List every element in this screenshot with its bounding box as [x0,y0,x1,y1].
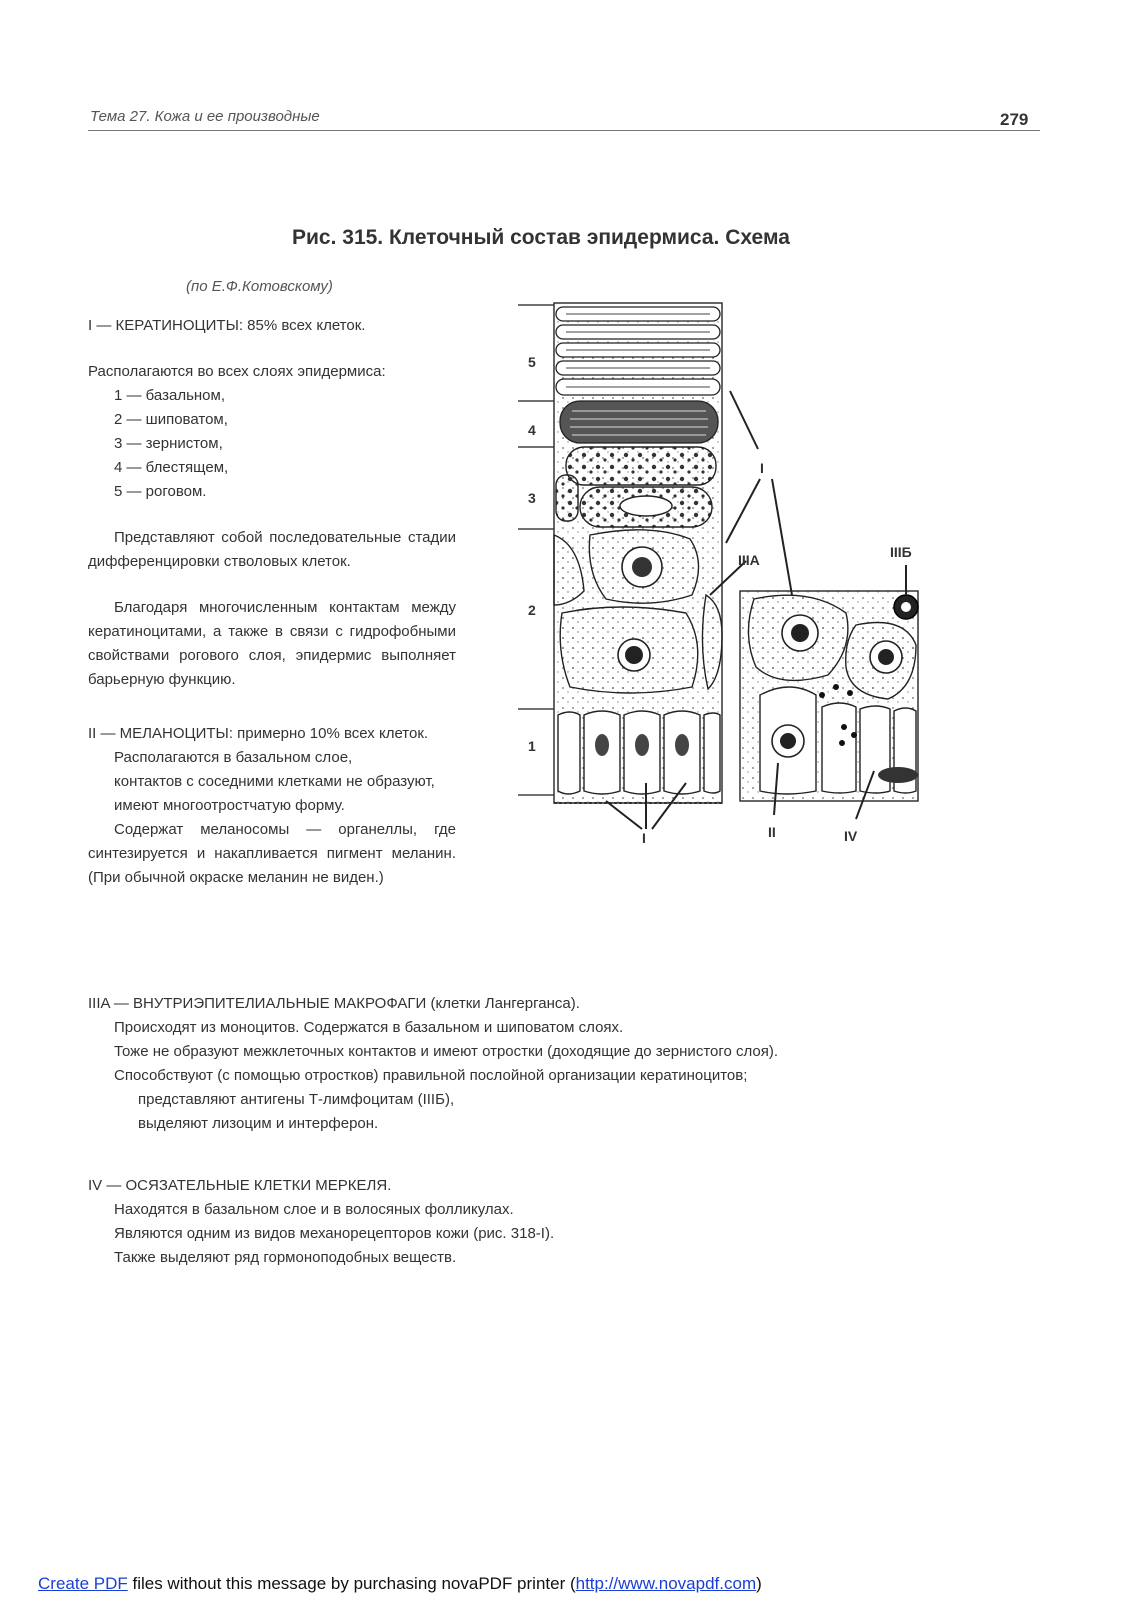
layer-item: 1 — базальном, [114,387,225,404]
layer-label: 2 [528,602,536,618]
langerhans-line: Способствуют (с помощью отростков) правильной послойной организации кератиноцитов; [114,1067,748,1084]
melanocytes-section [88,722,456,890]
melanocytes-heading: II — МЕЛАНОЦИТЫ: примерно 10% всех клеток. [88,725,429,742]
layer-label: 4 [528,422,536,438]
figure-title: Рис. 315. Клеточный состав эпидермиса. Схема [292,226,790,249]
stratum-corneum [556,307,720,395]
merkel-section [88,1174,1068,1270]
figure-subtitle: (по Е.Ф.Котовскому) [186,278,333,295]
keratinocytes-section [88,314,456,692]
langerhans-heading: IIIA — ВНУТРИЭПИТЕЛИАЛЬНЫЕ МАКРОФАГИ (клетки Лангерганса). [88,995,580,1012]
page-number: 279 [1000,110,1029,129]
cell-label-merkel: IV [844,828,858,844]
merkel-line: Также выделяют ряд гормоноподобных веществ. [114,1249,457,1266]
barrier-paragraph: Благодаря многочисленным контактам между кератиноцитами, а также в связи с гидрофобными свойствами рогового слоя, эпидермис выполняет барьерную функцию. [88,599,456,688]
epidermis-schematic [510,295,930,855]
running-header: Тема 27. Кожа и ее производные [90,108,320,125]
langerhans-section [88,992,1068,1136]
layer-label: 1 [528,738,536,754]
layer-item: 5 — роговом. [114,483,207,500]
melanocytes-line: контактов с соседними клетками не образуют, [114,773,435,790]
merkel-line: Находятся в базальном слое и в волосяных фолликулах. [114,1201,514,1218]
melanocytes-line: Содержат меланосомы — органеллы, где синтезируется и накапливается пигмент меланин. (При обычной окраске меланин не виден.) [88,821,456,886]
merkel-cell [878,767,918,783]
header-divider [88,130,1040,131]
stratum-lucidum [560,401,718,443]
cell-label-langerhans: IIIA [738,552,760,568]
layer-item: 3 — зернистом, [114,435,223,452]
layers-intro: Располагаются во всех слоях эпидермиса: [88,363,386,380]
footer-text-end: ) [756,1574,762,1593]
differentiation-paragraph: Представляют собой последовательные стадии дифференцировки стволовых клеток. [88,529,456,570]
langerhans-subline: представляют антигены Т-лимфоцитам (IIIБ), [138,1091,455,1108]
merkel-heading: IV — ОСЯЗАТЕЛЬНЫЕ КЛЕТКИ МЕРКЕЛЯ. [88,1177,392,1194]
langerhans-subline: выделяют лизоцим и интерферон. [138,1115,379,1132]
layer-item: 2 — шиповатом, [114,411,228,428]
layer-label: 5 [528,354,536,370]
create-pdf-link[interactable]: Create PDF [38,1574,128,1593]
melanocytes-line: имеют многоотростчатую форму. [114,797,345,814]
pdf-footer [38,1574,762,1594]
langerhans-line: Происходят из моноцитов. Содержатся в базальном и шиповатом слоях. [114,1019,624,1036]
layer-label: 3 [528,490,536,506]
cell-label-keratinocytes: I [760,460,764,476]
novapdf-link[interactable]: http://www.novapdf.com [575,1574,757,1593]
keratinocytes-heading: I — КЕРАТИНОЦИТЫ: 85% всех клеток. [88,317,366,334]
cell-label-lymphocyte: IIIБ [890,544,912,560]
layer-boundary-lines [518,305,554,795]
langerhans-line: Тоже не образуют межклеточных контактов и имеют отростки (доходящие до зернистого слоя). [114,1043,779,1060]
merkel-line: Являются одним из видов механорецепторов кожи (рис. 318-I). [114,1225,555,1242]
layer-item: 4 — блестящем, [114,459,229,476]
footer-text: files without this message by purchasing novaPDF printer ( [127,1574,576,1593]
melanocytes-line: Располагаются в базальном слое, [114,749,353,766]
cell-label-melanocyte: II [768,824,776,840]
cell-label-keratinocytes-basal: I [642,830,646,846]
